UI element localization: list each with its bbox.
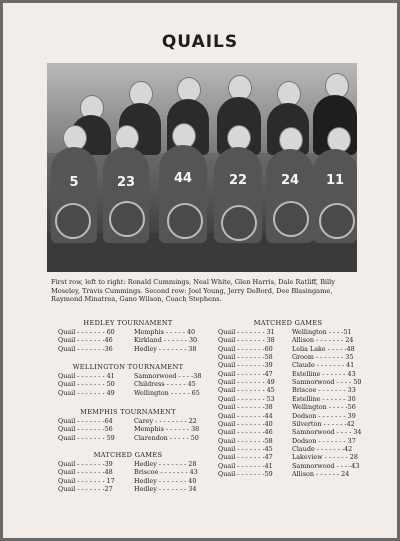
section-title: MATCHED GAMES [253, 319, 323, 327]
quail-score: Quail - - - - - - -58 [218, 436, 273, 445]
quail-score: Quail - - - - - - - 17 [58, 476, 115, 485]
result-row [58, 485, 196, 493]
quail-score: Quail - - - - - - -39 [218, 361, 273, 370]
result-row [218, 445, 352, 453]
opponent-score: Samnorwood - - - - 34 [292, 428, 362, 437]
opponent-score: Hedley - - - - - - - 34 [134, 484, 197, 493]
quail-score: Quail - - - - - - -40 [218, 419, 273, 428]
opponent-score: Allison - - - - - - - 24 [292, 336, 354, 345]
result-row [218, 412, 356, 420]
section-title: MATCHED GAMES [93, 451, 163, 459]
quail-score: Quail - - - - - - - 60 [58, 328, 115, 336]
opponent-score: Wellington - - - - - 65 [134, 388, 200, 397]
result-row [218, 395, 356, 403]
quail-score: Quail - - - - - - -44 [218, 411, 273, 420]
section-title: HEDLEY TOURNAMENT [83, 319, 173, 327]
quail-score: Quail - - - - - - -58 [218, 353, 273, 362]
opponent-score: Dodson - - - - - - - 39 [292, 411, 356, 420]
result-row [218, 345, 355, 353]
quail-score: Quail - - - - - - - 49 [58, 388, 115, 397]
result-row [218, 353, 353, 361]
quail-score: Quail - - - - - - - 59 [58, 433, 115, 442]
result-row [58, 468, 198, 476]
result-row [58, 389, 200, 397]
jersey-number: 24 [280, 173, 300, 188]
opponent-score: Memphis - - - - - - 38 [134, 425, 200, 434]
opponent-score: Allison - - - - - - 24 [292, 469, 350, 478]
result-row [218, 470, 349, 478]
result-row [218, 403, 356, 411]
quail-score: Quail - - - - - - - 49 [218, 378, 275, 387]
result-row [218, 437, 356, 445]
opponent-score: Hedley - - - - - - - 40 [134, 476, 197, 485]
opponent-score: Briscoe - - - - - - - 43 [134, 468, 198, 477]
quail-score: Quail - - - - - - -48 [58, 468, 113, 477]
opponent-score: Samnorwood - - - -43 [292, 461, 360, 470]
result-row [218, 453, 358, 461]
opponent-score: Estelline - - - - - - 43 [292, 369, 356, 378]
quail-score: Quail - - - - - - -60 [218, 344, 273, 353]
quail-score: Quail - - - - - - - 50 [58, 380, 115, 389]
jersey-number: 11 [325, 173, 345, 188]
section-title: MEMPHIS TOURNAMENT [80, 408, 176, 416]
result-row [58, 425, 199, 433]
opponent-score: Briscoe - - - - - - - 33 [292, 386, 356, 395]
quail-score: Quail - - - - - - -41 [218, 461, 273, 470]
opponent-score: Estelline - - - - - - 30 [292, 394, 356, 403]
opponent-score: Claude - - - - - - -42 [292, 444, 353, 453]
quail-score: Quail - - - - - - -36 [58, 344, 113, 353]
result-row [218, 428, 361, 436]
opponent-score: Wellington - - - - -56 [292, 403, 356, 412]
quail-score: Quail - - - - - - -46 [58, 336, 113, 345]
result-row [58, 336, 197, 344]
photo-caption: First row, left to right: Ronald Cummings, Neal White, Glen Harris, Dale Ratliff, Billy Moseley, Travis Cummings. Second row: Joel Young, Jerry DeBord, Dee Blasingame, Raymond Minatrea, Gano Wilson, Coach Stephens. [51, 278, 335, 303]
opponent-score: Carey - - - - - - - - 22 [134, 417, 197, 425]
result-row [218, 361, 354, 369]
jersey-number: 23 [116, 175, 136, 190]
result-row [218, 336, 354, 344]
page-title: QUAILS [161, 32, 239, 52]
quail-score: Quail - - - - - - - 53 [218, 394, 275, 403]
opponent-score: Clarendon - - - - - 50 [134, 433, 199, 442]
jersey-number: 44 [173, 171, 193, 186]
result-row [58, 345, 196, 353]
quail-score: Quail - - - - - - -47 [218, 453, 273, 462]
quail-score: Quail - - - - - - -27 [58, 484, 113, 493]
quail-score: Quail - - - - - - -46 [218, 428, 273, 437]
result-row [58, 417, 197, 425]
quail-score: Quail - - - - - - -64 [58, 417, 113, 425]
jersey-number: 22 [228, 173, 248, 188]
quail-score: Quail - - - - - - -38 [218, 403, 273, 412]
result-row [58, 434, 199, 442]
opponent-score: Dodson - - - - - - - 37 [292, 436, 356, 445]
opponent-score: Groom - - - - - - - 35 [292, 353, 354, 362]
opponent-score: Silverton - - - - - -42 [292, 419, 355, 428]
result-row [58, 380, 196, 388]
quail-score: Quail - - - - - - - 38 [218, 336, 275, 345]
opponent-score: Lelia Lake - - - - -48 [292, 344, 355, 353]
opponent-score: Claude - - - - - - - 41 [292, 361, 355, 370]
quail-score: Quail - - - - - - -56 [58, 425, 113, 434]
result-row [218, 378, 361, 386]
quail-score: Quail - - - - - - -39 [58, 460, 113, 468]
opponent-score: Lakeview - - - - - - 28 [292, 453, 358, 462]
section-title: WELLINGTON TOURNAMENT [72, 363, 184, 371]
opponent-score: Samnorwood - - - - 50 [292, 378, 362, 387]
opponent-score: Hedley - - - - - - - 38 [134, 344, 197, 353]
quail-score: Quail - - - - - - -59 [218, 469, 273, 478]
result-row [218, 328, 352, 336]
quail-score: Quail - - - - - - - 45 [218, 386, 275, 395]
opponent-score: Samnorwood - - - -38 [134, 372, 202, 380]
result-row [58, 477, 196, 485]
jersey-number: 5 [69, 175, 79, 190]
quail-score: Quail - - - - - - -45 [218, 444, 273, 453]
result-row [218, 462, 359, 470]
result-row [218, 420, 355, 428]
opponent-score: Wellington - - - -51 [292, 328, 352, 336]
result-row [218, 370, 356, 378]
result-row [218, 386, 356, 394]
opponent-score: Hedley - - - - - - - 28 [134, 460, 197, 468]
quail-score: Quail - - - - - - - 41 [58, 372, 115, 380]
result-row [58, 328, 195, 336]
result-row [58, 372, 201, 380]
quail-score: Quail - - - - - - - 31 [218, 328, 275, 336]
opponent-score: Childress - - - - - 45 [134, 380, 196, 389]
quail-score: Quail - - - - - - -47 [218, 369, 273, 378]
result-row [58, 460, 196, 468]
opponent-score: Memphis - - - - - 40 [134, 328, 196, 336]
opponent-score: Kirkland - - - - - - 30 [134, 336, 198, 345]
